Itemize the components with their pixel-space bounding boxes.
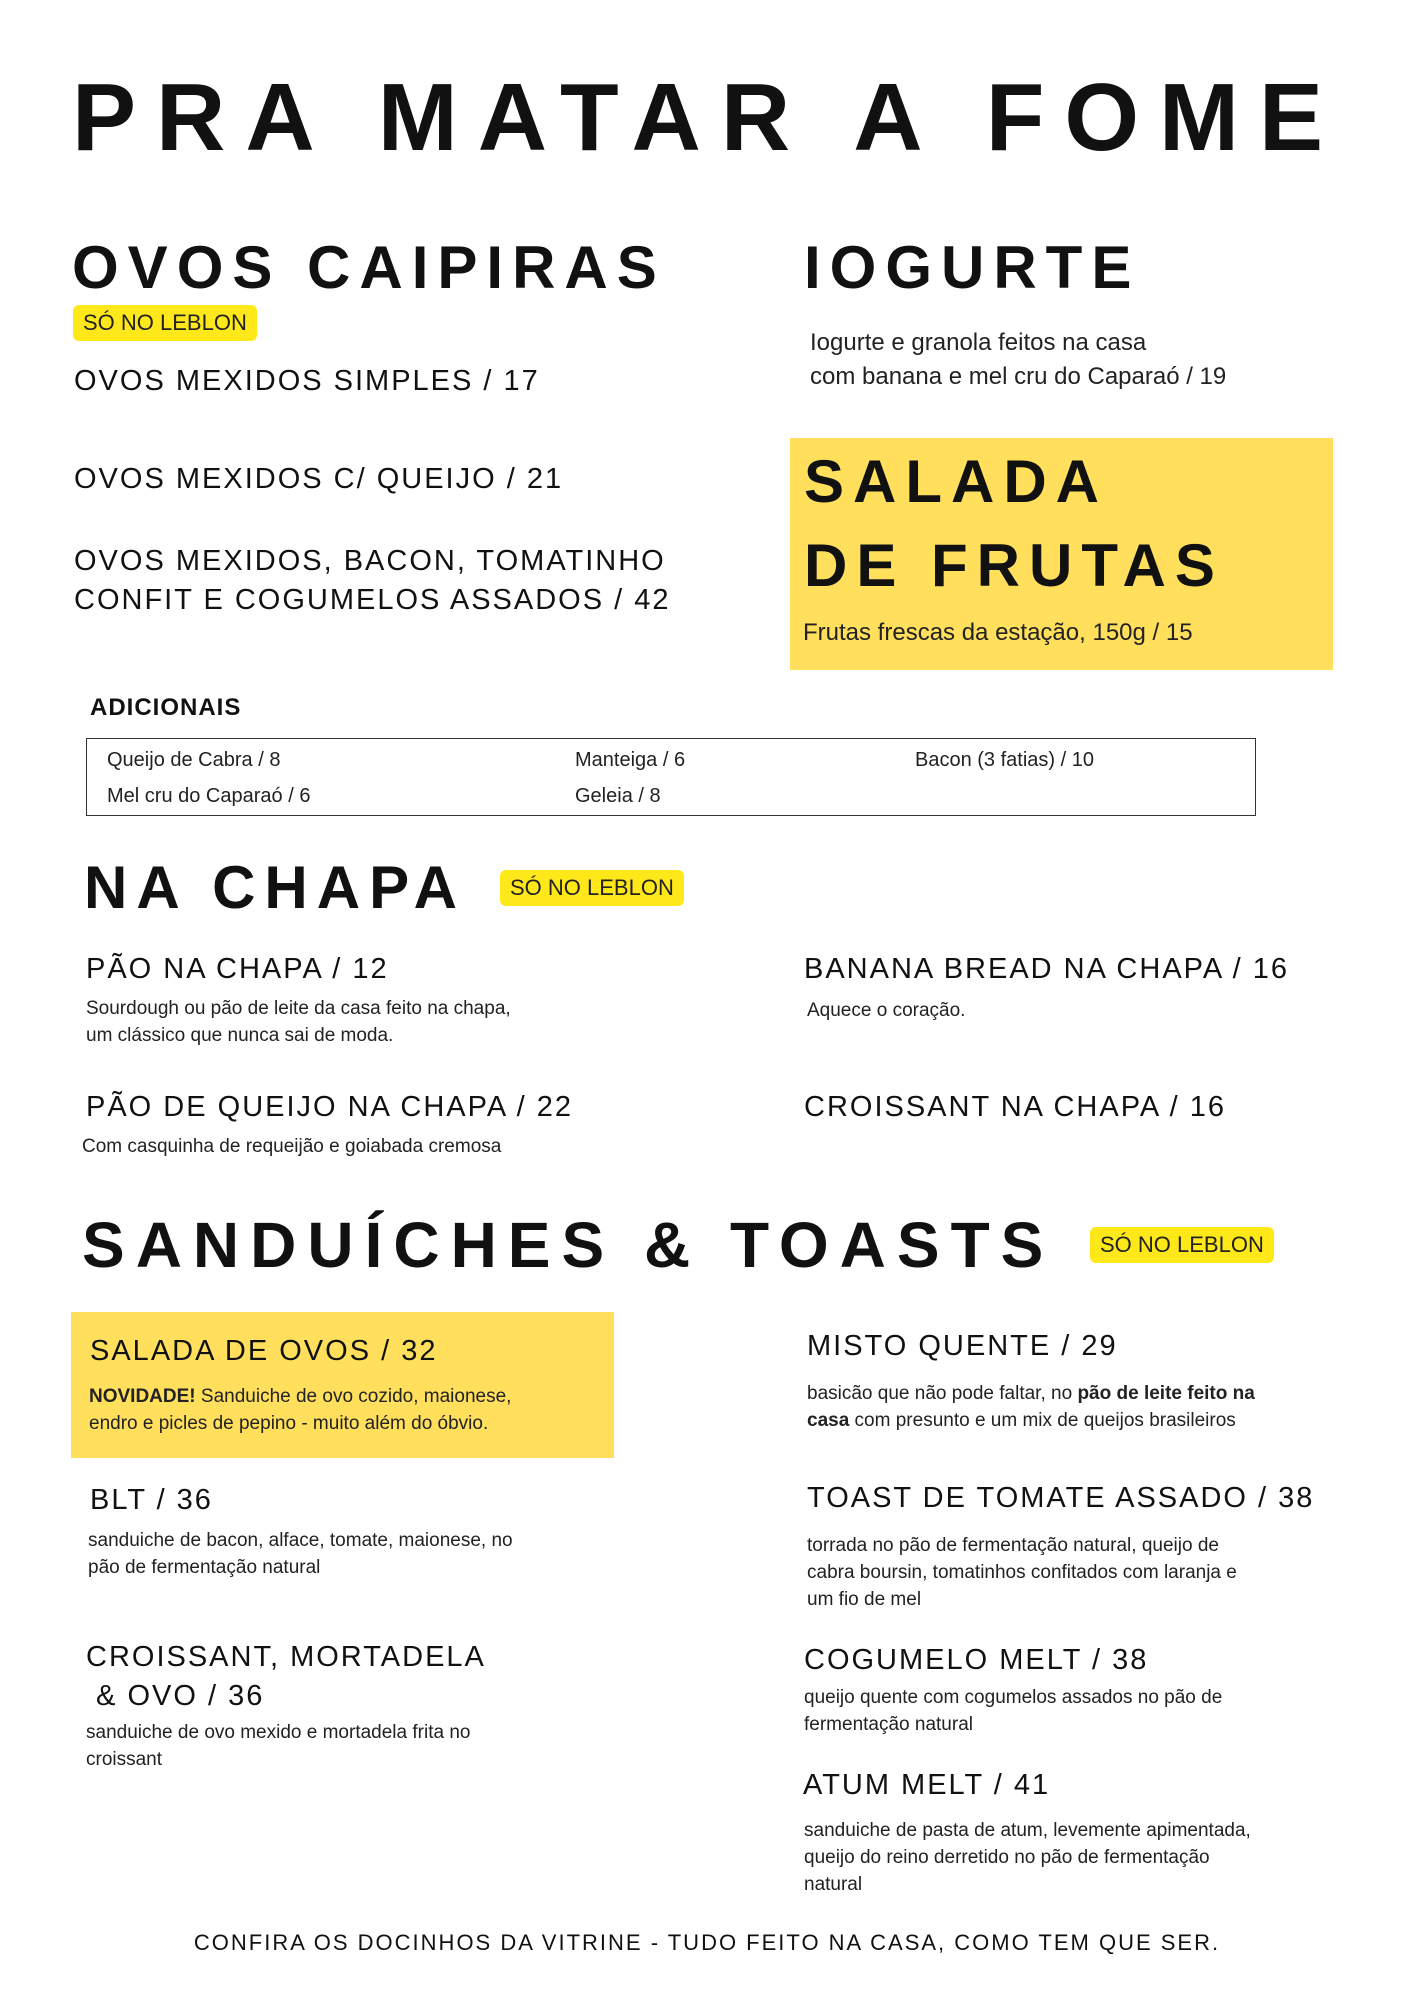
menu-item-pao-chapa-desc-line2: um clássico que nunca sai de moda.: [86, 1025, 394, 1046]
adicional-bacon: Bacon (3 fatias) / 10: [915, 749, 1094, 771]
menu-item-blt-desc-line2: pão de fermentação natural: [88, 1557, 321, 1578]
menu-item-misto-desc-line2: [807, 1408, 1236, 1435]
section-heading-sanduiches: SANDUÍCHES & TOASTS: [82, 1209, 1055, 1281]
menu-item-pao-chapa-desc-line1: Sourdough ou pão de leite da casa feito na chapa,: [86, 998, 511, 1019]
misto-desc-highlight-a: pão de leite feito na: [1077, 1383, 1255, 1404]
menu-item-cogumelo-desc-line2: fermentação natural: [804, 1714, 973, 1735]
leblon-badge-ovos: SÓ NO LEBLON: [73, 305, 257, 341]
menu-item-atum-melt: ATUM MELT / 41: [803, 1769, 1051, 1801]
footer-note: CONFIRA OS DOCINHOS DA VITRINE - TUDO FEITO NA CASA, COMO TEM QUE SER.: [193, 1930, 1221, 1955]
menu-item-ovos-queijo: OVOS MEXIDOS C/ QUEIJO / 21: [74, 463, 564, 495]
novidade-label: NOVIDADE!: [89, 1386, 196, 1407]
menu-item-croissant-desc-line2: croissant: [86, 1749, 163, 1770]
menu-item-banana-bread: BANANA BREAD NA CHAPA / 16: [804, 953, 1290, 985]
menu-item-salada-ovos-desc-line1: [89, 1384, 511, 1411]
menu-item-misto-desc-line1: [807, 1381, 1255, 1408]
menu-item-misto-quente: MISTO QUENTE / 29: [807, 1330, 1118, 1362]
misto-desc-text-a: basicão que não pode faltar, no: [807, 1383, 1078, 1404]
page-title: PRA MATAR A FOME: [72, 64, 1343, 171]
menu-item-blt-desc-line1: sanduiche de bacon, alface, tomate, maionese, no: [88, 1530, 513, 1551]
adicional-manteiga: Manteiga / 6: [575, 749, 686, 771]
menu-item-salada-ovos: SALADA DE OVOS / 32: [90, 1335, 438, 1367]
menu-item-toast-tomate-desc-line1: torrada no pão de fermentação natural, queijo de: [807, 1535, 1219, 1556]
menu-item-croissant-desc-line1: sanduiche de ovo mexido e mortadela frita no: [86, 1722, 471, 1743]
menu-item-pao-chapa: PÃO NA CHAPA / 12: [86, 953, 389, 985]
menu-item-atum-desc-line3: natural: [804, 1874, 863, 1895]
leblon-badge-chapa: SÓ NO LEBLON: [500, 870, 684, 906]
menu-item-cogumelo-desc-line1: queijo quente com cogumelos assados no pão de: [804, 1687, 1223, 1708]
menu-item-salada-ovos-desc-line2: endro e picles de pepino - muito além do óbvio.: [89, 1413, 489, 1434]
menu-item-atum-desc-line2: queijo do reino derretido no pão de fermentação: [804, 1847, 1210, 1868]
misto-desc-text-b: com presunto e um mix de queijos brasileiros: [849, 1410, 1236, 1431]
section-heading-salada-line1: SALADA: [804, 448, 1108, 515]
menu-item-banana-bread-desc: Aquece o coração.: [807, 1000, 966, 1021]
section-heading-iogurte: IOGURTE: [804, 234, 1141, 301]
menu-item-croissant-line1: CROISSANT, MORTADELA: [86, 1641, 486, 1673]
menu-item-toast-tomate-desc-line2: cabra boursin, tomatinhos confitados com laranja e: [807, 1562, 1237, 1583]
misto-desc-highlight-b: casa: [807, 1410, 850, 1431]
adicional-queijo-cabra: Queijo de Cabra / 8: [107, 749, 281, 771]
salada-frutas-description: Frutas frescas da estação, 150g / 15: [803, 619, 1193, 646]
menu-item-toast-tomate: TOAST DE TOMATE ASSADO / 38: [807, 1482, 1315, 1514]
section-heading-chapa: NA CHAPA: [84, 854, 466, 921]
salada-ovos-desc-text: Sanduiche de ovo cozido, maionese,: [195, 1386, 512, 1407]
leblon-badge-sanduiches: SÓ NO LEBLON: [1090, 1227, 1274, 1263]
adicional-geleia: Geleia / 8: [575, 785, 661, 807]
menu-item-atum-desc-line1: sanduiche de pasta de atum, levemente apimentada,: [804, 1820, 1251, 1841]
menu-item-croissant-line2: & OVO / 36: [86, 1680, 265, 1712]
section-heading-salada-line2: DE FRUTAS: [804, 532, 1224, 599]
menu-item-cogumelo-melt: COGUMELO MELT / 38: [804, 1644, 1149, 1676]
menu-item-ovos-bacon-line1: OVOS MEXIDOS, BACON, TOMATINHO: [74, 545, 666, 577]
iogurte-description-line2: com banana e mel cru do Caparaó / 19: [810, 363, 1227, 390]
menu-item-croissant-chapa: CROISSANT NA CHAPA / 16: [804, 1091, 1227, 1123]
menu-item-ovos-bacon-line2: CONFIT E COGUMELOS ASSADOS / 42: [74, 584, 671, 616]
menu-item-pao-queijo: PÃO DE QUEIJO NA CHAPA / 22: [86, 1091, 573, 1123]
adicionais-heading: ADICIONAIS: [90, 694, 242, 721]
menu-item-blt: BLT / 36: [90, 1484, 213, 1516]
menu-item-pao-queijo-desc: Com casquinha de requeijão e goiabada cremosa: [82, 1136, 502, 1157]
section-heading-ovos: OVOS CAIPIRAS: [72, 234, 666, 301]
iogurte-description-line1: Iogurte e granola feitos na casa: [810, 329, 1147, 356]
menu-item-ovos-simples: OVOS MEXIDOS SIMPLES / 17: [74, 365, 540, 397]
menu-item-toast-tomate-desc-line3: um fio de mel: [807, 1589, 922, 1610]
adicional-mel: Mel cru do Caparaó / 6: [107, 785, 311, 807]
